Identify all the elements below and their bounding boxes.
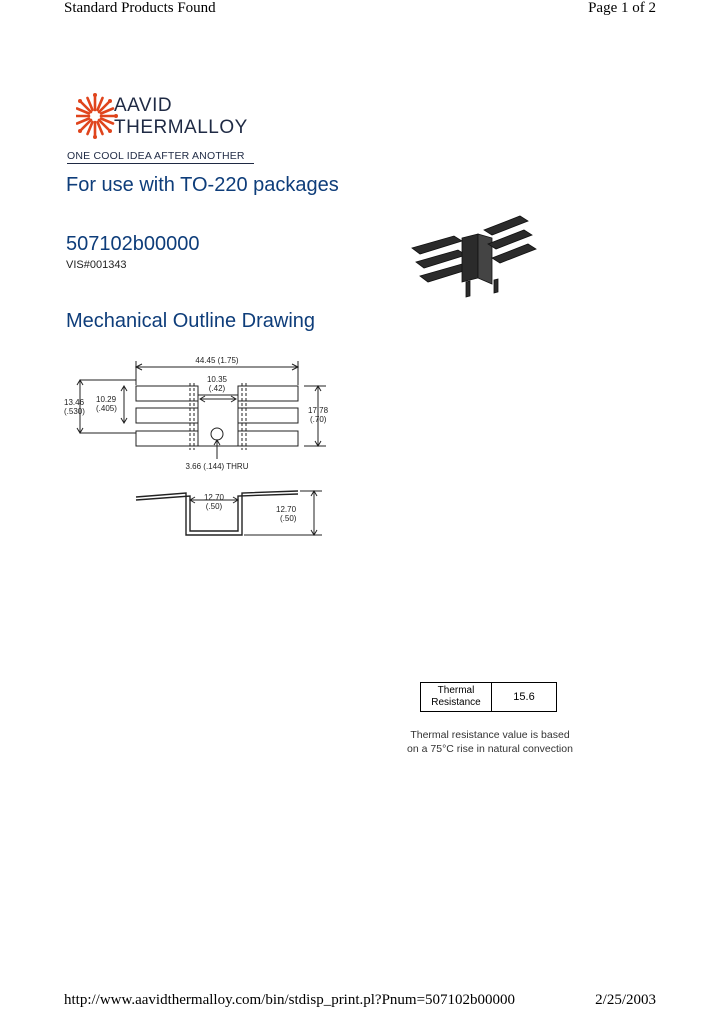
logo-brand-line-1: AAVID [114, 95, 173, 116]
print-header-page: Page 1 of 2 [588, 0, 656, 16]
dim-overall-width: 44.45 (1.75) [195, 356, 239, 365]
vis-number: VIS#001343 [66, 259, 127, 271]
print-header-title: Standard Products Found [64, 0, 216, 16]
logo-tagline: ONE COOL IDEA AFTER ANOTHER [67, 150, 245, 162]
dim-left-outer-in: (.530) [64, 407, 85, 416]
part-number: 507102b00000 [66, 233, 200, 255]
thermal-note-line-1: Thermal resistance value is based [410, 729, 570, 741]
thermal-label-line-1: Thermal [437, 685, 475, 696]
mounting-hole [211, 428, 223, 440]
dim-profile-height-in: (.50) [280, 514, 297, 523]
logo-brand-line-2: THERMALLOY [114, 117, 248, 138]
left-fin-3 [136, 431, 198, 446]
dim-right-height-in: (.70) [310, 415, 327, 424]
right-fin-2 [238, 408, 298, 423]
dim-slot-width-in: (.42) [208, 384, 226, 393]
drawing-section-title: Mechanical Outline Drawing [66, 310, 316, 332]
center-channel [198, 395, 238, 446]
thermal-label-line-2: Resistance [431, 697, 481, 708]
right-fin-3 [238, 431, 298, 446]
thermal-note [380, 728, 600, 756]
thermal-resistance-table [420, 682, 557, 712]
product-subtitle: For use with TO-220 packages [66, 174, 339, 196]
dim-left-outer-mm: 13.46 [64, 398, 85, 407]
thermal-resistance-value: 15.6 [513, 691, 535, 703]
dim-hole: 3.66 (.144) THRU [185, 462, 249, 471]
dim-profile-width-in: (.50) [205, 502, 223, 511]
left-fin-2 [136, 408, 198, 423]
left-fin-1 [136, 386, 198, 401]
heat-sink-product-image [408, 208, 558, 308]
sunburst-icon [76, 93, 118, 139]
thermal-note-line-2: on a 75°C rise in natural convection [407, 743, 573, 755]
dim-right-height-mm: 17.78 [308, 406, 329, 415]
right-fin-1 [238, 386, 298, 401]
dim-left-inner-in: (.405) [96, 404, 117, 413]
dim-profile-height-mm: 12.70 [276, 505, 297, 514]
thermal-resistance-label [421, 683, 492, 711]
mechanical-outline-drawing [60, 355, 330, 550]
dim-profile-width-mm: 12.70 [203, 493, 225, 502]
dim-left-inner-mm: 10.29 [96, 395, 117, 404]
dim-slot-width-mm: 10.35 [206, 375, 228, 384]
print-footer-url: http://www.aavidthermalloy.com/bin/stdisp_print.pl?Pnum=507102b00000 [64, 992, 516, 1008]
tagline-underline [67, 163, 254, 164]
print-footer-date: 2/25/2003 [595, 992, 656, 1008]
